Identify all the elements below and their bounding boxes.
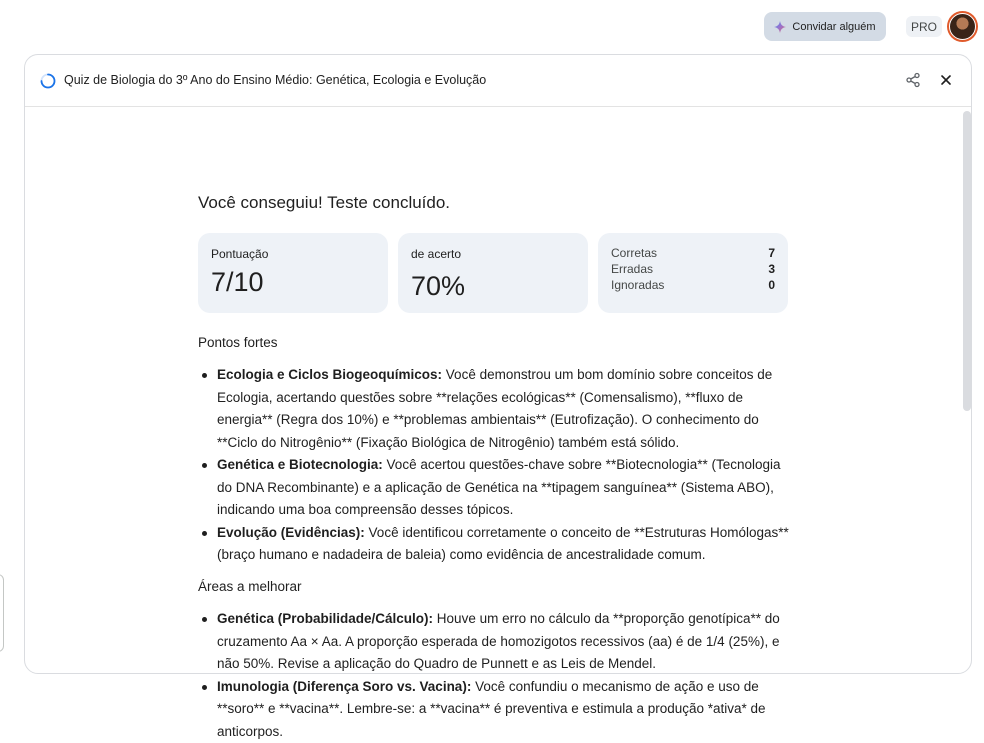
stat-row-wrong [611,262,775,278]
strengths-list [198,364,798,567]
item-text: Você acertou questões-chave sobre **Biotecnologia** (Tecnologia do DNA Recombinante) e a aplicação de Genética na **tipagem sanguínea** (Sistema ABO), indicando uma boa compreensão desses tópicos. [217,457,781,517]
stat-label: Erradas [611,262,653,278]
improve-list [198,608,798,743]
item-title: Genética e Biotecnologia: [217,457,383,472]
panel-title: Quiz de Biologia do 3º Ano do Ensino Médio: Genética, Ecologia e Evolução [64,73,486,87]
score-value: 7/10 [211,267,264,298]
item-title: Genética (Probabilidade/Cálculo): [217,611,433,626]
avatar-image [949,13,976,40]
item-title: Evolução (Evidências): [217,525,365,540]
invite-label: Convidar alguém [792,21,875,33]
stat-value: 0 [768,278,775,294]
share-icon[interactable] [905,72,921,88]
item-text: Você demonstrou um bom domínio sobre conceitos de Ecologia, acertando questões sobre **relações ecológicas** (Comensalismo), **fluxo de energia** (Regra dos 10%) e **problemas ambientais** (Eutrofização). O conhecimento do **Ciclo do Nitrogênio** (Fixação Biológica de Nitrogênio) também está sólido. [217,367,772,450]
list-item [198,676,798,743]
pro-badge[interactable]: PRO [906,16,942,37]
scroll-thumb[interactable] [963,111,971,411]
item-text: Você confundiu o mecanismo de ação e uso de **soro** e **vacina**. Lembre-se: a **vacina** é preventiva e estimula a produção *ativa* de anticorpos. [217,679,766,739]
accuracy-value: 70% [411,271,465,302]
item-title: Imunologia (Diferença Soro vs. Vacina): [217,679,471,694]
strengths-heading: Pontos fortes [198,335,278,350]
side-panel-edge [0,574,4,652]
invite-button[interactable] [764,12,886,41]
stat-value: 3 [768,262,775,278]
sparkle-icon [774,21,786,33]
score-label: Pontuação [211,247,268,261]
stat-label: Ignoradas [611,278,664,294]
list-item [198,522,798,567]
accuracy-card [398,233,588,313]
stat-row-skipped [611,278,775,294]
stat-label: Corretas [611,246,657,262]
stat-row-correct [611,246,775,262]
accuracy-label: de acerto [411,247,461,261]
result-heading: Você conseguiu! Teste concluído. [198,193,450,213]
top-bar [0,0,984,54]
score-card [198,233,388,313]
loading-spinner-icon [40,73,56,89]
item-text: Houve um erro no cálculo da **proporção genotípica** do cruzamento Aa × Aa. A proporção esperada de homozigotos recessivos (aa) é de 1/4 (25%), e não 50%. Revise a aplicação do Quadro de Punnett e as Leis de Mendel. [217,611,780,671]
list-item [198,364,798,454]
item-title: Ecologia e Ciclos Biogeoquímicos: [217,367,442,382]
scrollbar[interactable] [961,107,971,675]
list-item [198,608,798,676]
improve-heading: Áreas a melhorar [198,579,302,594]
stats-card [598,233,788,313]
avatar[interactable] [947,11,978,42]
list-item [198,454,798,522]
item-text: Você identificou corretamente o conceito de **Estruturas Homólogas** (braço humano e nadadeira de baleia) como evidência de ancestralidade comum. [217,525,789,563]
stat-value: 7 [768,246,775,262]
close-icon[interactable] [938,72,954,88]
panel-header [25,55,971,107]
quiz-panel [24,54,972,674]
